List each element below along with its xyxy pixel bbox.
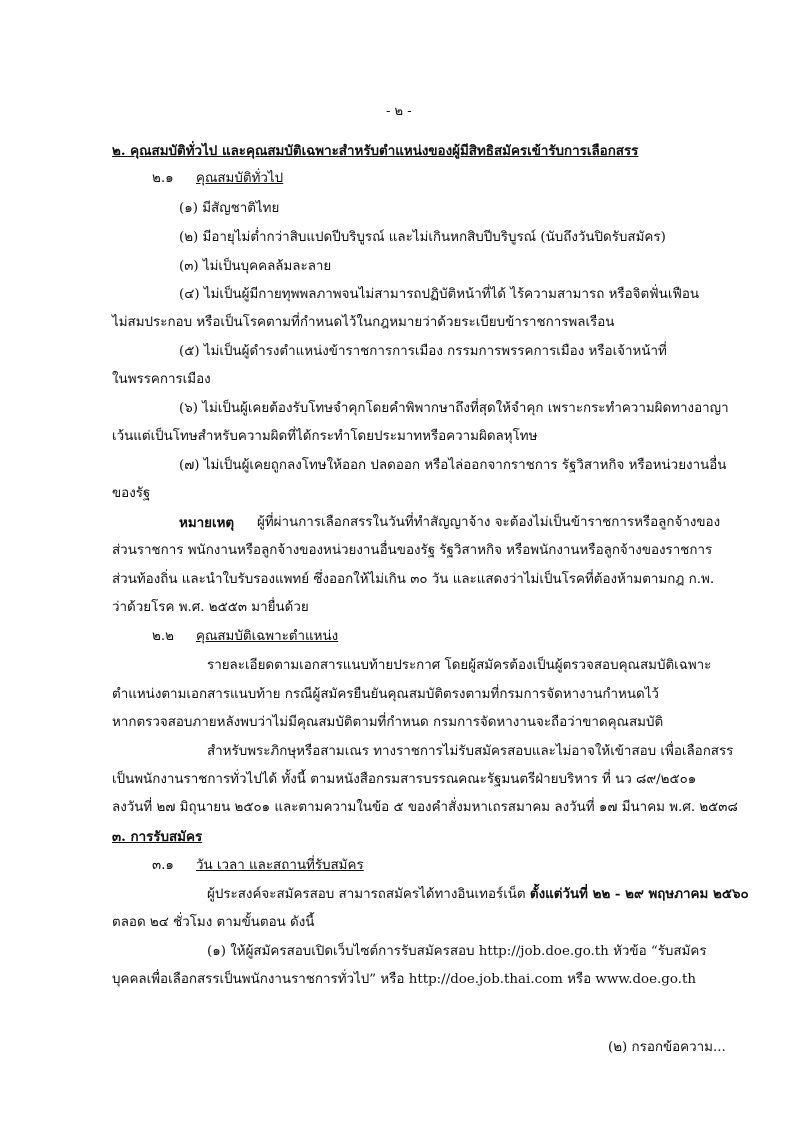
application-period-line-2: ตลอด ๒๔ ชั่วโมง ตามขั้นตอน ดังนี้ [112, 915, 315, 930]
continuation-marker: (๒) กรอกข้อความ... [608, 1040, 726, 1055]
qualification-item-5-line-2: ในพรรคการเมือง [112, 372, 211, 387]
qualification-item-6-line-2: เว้นแต่เป็นโทษสำหรับความผิดที่ได้กระทำโดยประมาทหรือความผิดลหุโทษ [112, 429, 538, 444]
application-dates: ตั้งแต่วันที่ ๒๒ - ๒๙ พฤษภาคม ๒๕๖๐ [529, 886, 749, 902]
qualification-item-4-line-1: (๔) ไม่เป็นผู้มีกายทุพพลภาพจนไม่สามารถปฏิบัติหน้าที่ได้ ไร้ความสามารถ หรือจิตฟั่นเฟือน [179, 287, 700, 302]
note-line-1: ผู้ที่ผ่านการเลือกสรรในวันที่ทำสัญญาจ้าง จะต้องไม่เป็นข้าราชการหรือลูกจ้างของ [257, 515, 721, 530]
section-2-2-title: คุณสมบัติเฉพาะตำแหน่ง [196, 629, 339, 644]
page-number: - ๒ - [386, 104, 412, 119]
application-step-1-line-1: (๑) ให้ผู้สมัครสอบเปิดเว็บไซต์การรับสมัครสอบ http://job.doe.go.th หัวข้อ “รับสมัคร [207, 944, 707, 959]
monk-rule-line-3: ลงวันที่ ๒๗ มิถุนายน ๒๕๐๑ และตามความในข้อ ๕ ของคำสั่งมหาเถรสมาคม ลงวันที่ ๑๗ มีนาคม พ.ศ. ๒๕๓๘ [112, 800, 738, 815]
section-3-1-number: ๓.๑ [152, 858, 174, 873]
qualification-item-5-line-1: (๕) ไม่เป็นผู้ดำรงตำแหน่งข้าราชการการเมือง กรรมการพรรคการเมือง หรือเจ้าหน้าที่ [179, 344, 667, 359]
section-3-heading: ๓. การรับสมัคร [112, 829, 203, 845]
section-3-1-title: วัน เวลา และสถานที่รับสมัคร [196, 858, 364, 873]
qualification-item-4-line-2: ไม่สมประกอบ หรือเป็นโรคตามที่กำหนดไว้ในกฎหมายว่าด้วยระเบียบข้าราชการพลเรือน [112, 315, 615, 330]
application-step-1-line-2: บุคคลเพื่อเลือกสรรเป็นพนักงานราชการทั่วไป” หรือ http://doe.job.thai.com หรือ www.doe.go.th [112, 972, 696, 987]
qualification-item-7-line-2: ของรัฐ [112, 486, 151, 501]
monk-rule-line-1: สำหรับพระภิกษุหรือสามเณร ทางราชการไม่รับสมัครสอบและไม่อาจให้เข้าสอบ เพื่อเลือกสรร [207, 744, 734, 759]
section-2-1-number: ๒.๑ [152, 171, 174, 186]
application-period-text: ผู้ประสงค์จะสมัครสอบ สามารถสมัครได้ทางอินเทอร์เน็ต [207, 887, 530, 902]
note-line-3: ส่วนท้องถิ่น และนำใบรับรองแพทย์ ซึ่งออกให้ไม่เกิน ๓๐ วัน และแสดงว่าไม่เป็นโรคที่ต้องห้ามตามกฎ ก.พ. [112, 572, 715, 587]
note-line-2: ส่วนราชการ พนักงานหรือลูกจ้างของหน่วยงานอื่นของรัฐ รัฐวิสาหกิจ หรือพนักงานหรือลูกจ้างของราชการ [112, 543, 713, 558]
qualification-item-3: (๓) ไม่เป็นบุคคลล้มละลาย [179, 259, 332, 274]
section-2-1-title: คุณสมบัติทั่วไป [196, 171, 284, 186]
specific-qualification-p1-line-2: ตำแหน่งตามเอกสารแนบท้าย กรณีผู้สมัครยืนยันคุณสมบัติตรงตามที่กรมการจัดหางานกำหนดไว้ [112, 687, 659, 702]
qualification-item-1: (๑) มีสัญชาติไทย [179, 201, 280, 216]
monk-rule-line-2: เป็นพนักงานราชการทั่วไปได้ ทั้งนี้ ตามหนังสือกรมสารบรรณคณะรัฐมนตรีฝ่ายบริหาร ที่ นว ๘๙/๒๕๐๑ [112, 772, 697, 787]
note-line-4: ว่าด้วยโรค พ.ศ. ๒๕๕๓ มายื่นด้วย [112, 600, 309, 615]
note-label: หมายเหตุ [179, 515, 235, 531]
specific-qualification-p1-line-3: หากตรวจสอบภายหลังพบว่าไม่มีคุณสมบัติตามที่กำหนด กรมการจัดหางานจะถือว่าขาดคุณสมบัติ [112, 715, 664, 730]
specific-qualification-p1-line-1: รายละเอียดตามเอกสารแนบท้ายประกาศ โดยผู้สมัครต้องเป็นผู้ตรวจสอบคุณสมบัติเฉพาะ [207, 658, 712, 673]
section-2-2-number: ๒.๒ [152, 629, 174, 644]
qualification-item-7-line-1: (๗) ไม่เป็นผู้เคยถูกลงโทษให้ออก ปลดออก หรือไล่ออกจากราชการ รัฐวิสาหกิจ หรือหน่วยงานอื่น [179, 458, 727, 473]
section-2-heading: ๒. คุณสมบัติทั่วไป และคุณสมบัติเฉพาะสำหรับตำแหน่งของผู้มีสิทธิสมัครเข้ารับการเลือกสรร [112, 143, 639, 159]
qualification-item-2: (๒) มีอายุไม่ต่ำกว่าสิบแปดปีบริบูรณ์ และไม่เกินหกสิบปีบริบูรณ์ (นับถึงวันปิดรับสมัคร) [179, 230, 666, 245]
application-period-line-1 [207, 884, 749, 905]
qualification-item-6-line-1: (๖) ไม่เป็นผู้เคยต้องรับโทษจำคุกโดยคำพิพากษาถึงที่สุดให้จำคุก เพราะกระทำความผิดทางอาญา [179, 401, 729, 416]
